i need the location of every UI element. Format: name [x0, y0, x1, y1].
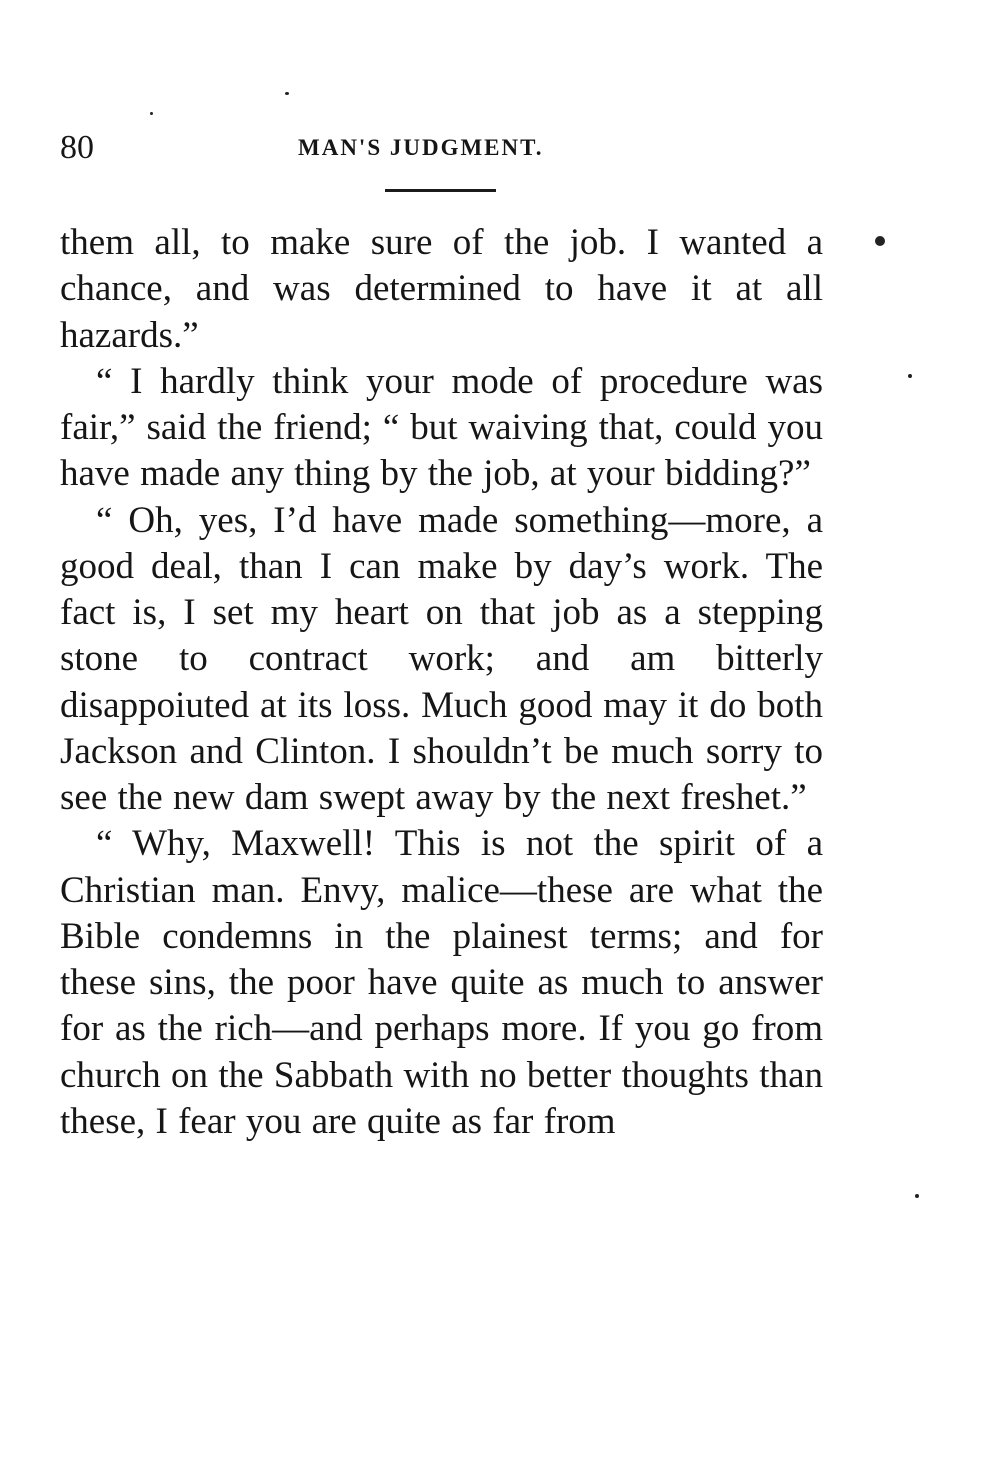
paragraph: “ Why, Maxwell! This is not the spirit of a Christian man. Envy, malice—these are what the Bible condemns in the plainest terms; and for these sins, the poor have quite as much to answer for as the rich—and perhaps more. If you go from church on the Sabbath with no better thoughts than these, I fear you are quite as far from: [60, 823, 823, 1142]
page-number: 80: [60, 129, 94, 166]
paragraph: them all, to make sure of the job. I wanted a chance, and was determined to have it at all hazards.”: [60, 222, 823, 356]
paragraph: “ I hardly think your mode of procedure was fair,” said the friend; “ but waiving that, could you have made any thing by the job, at your bidding?”: [60, 360, 823, 495]
print-speck: [915, 1194, 919, 1198]
body-text: [60, 220, 823, 1145]
paragraph: “ Oh, yes, I’d have made something—more, a good deal, than I can make by day’s work. The fact is, I set my heart on that job as a stepping stone to contract work; and am bitterly disappoiuted at its loss. Much good may it do both Jackson and Clinton. I shouldn’t be much sorry to see the new dam swept away by the next freshet.”: [60, 499, 823, 818]
header-rule: [385, 189, 496, 192]
running-head: MAN'S JUDGMENT.: [298, 135, 544, 160]
print-speck: [150, 112, 153, 115]
page-header: [60, 128, 830, 168]
print-speck: [285, 92, 289, 95]
print-speck: [908, 374, 912, 378]
print-speck: [875, 236, 885, 246]
